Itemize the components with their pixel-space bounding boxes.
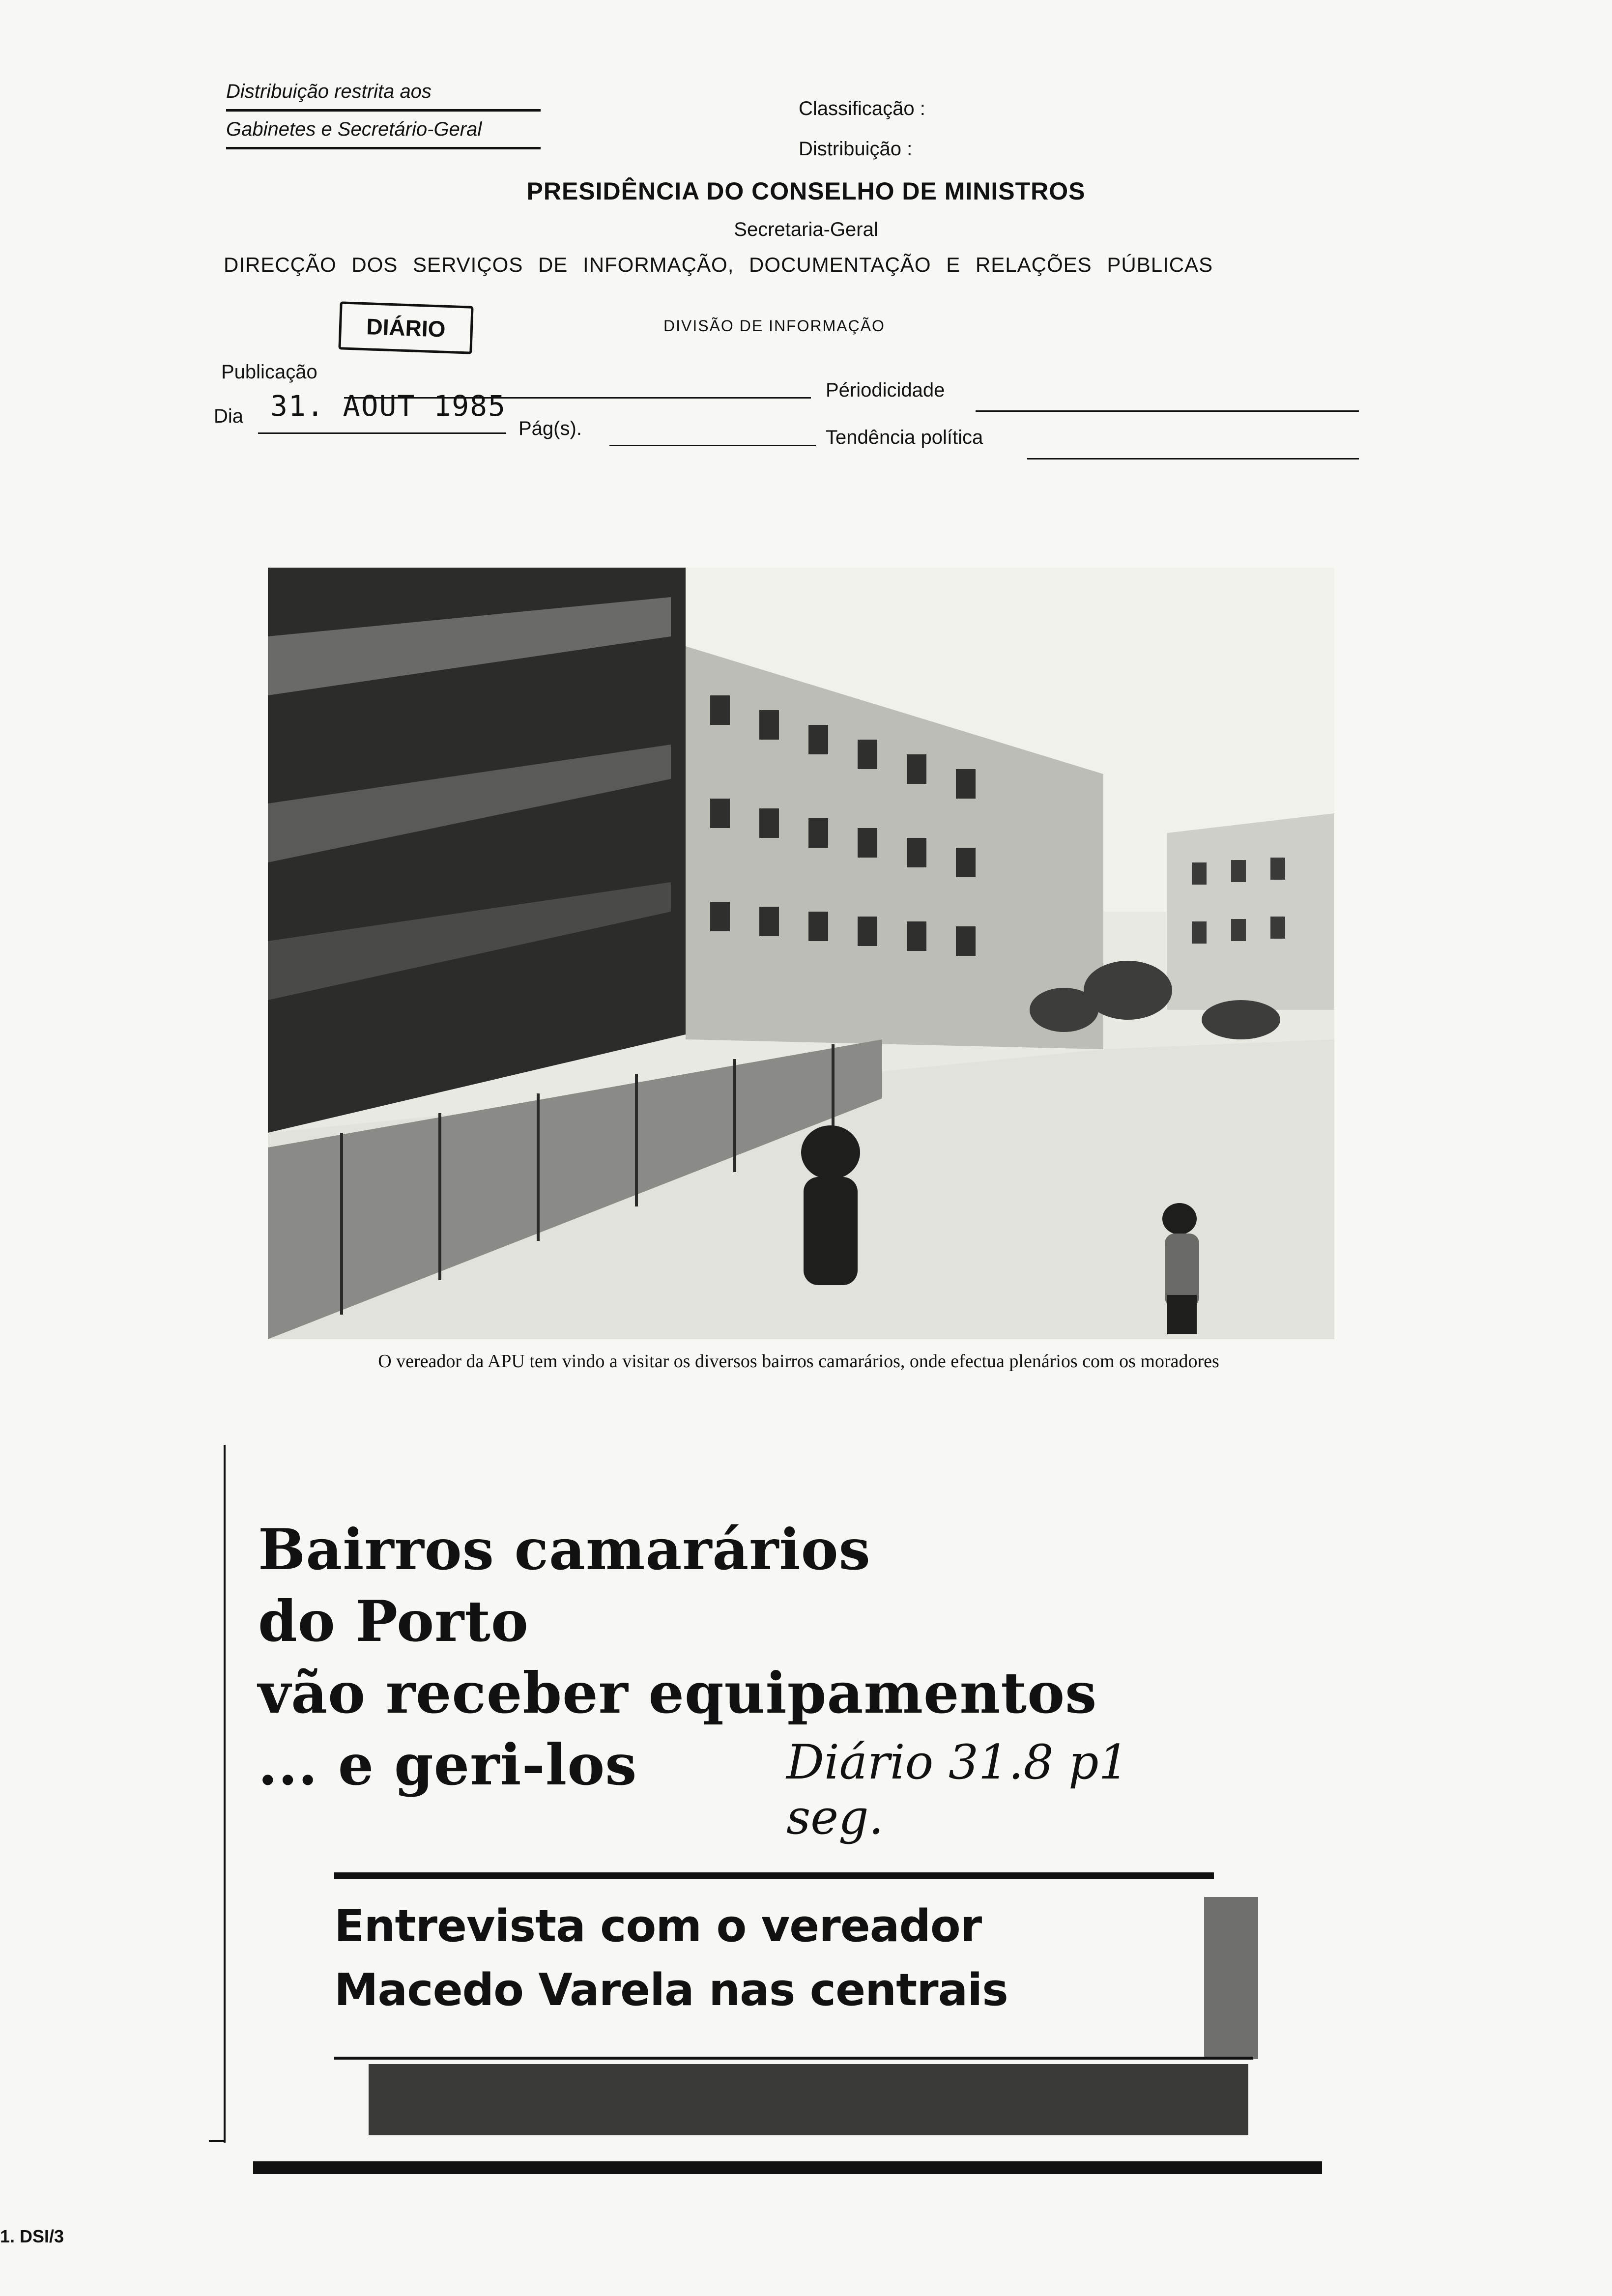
pags-label: Pág(s). bbox=[518, 418, 582, 439]
periodicidade-field-line bbox=[976, 410, 1359, 412]
dia-label: Dia bbox=[214, 405, 244, 427]
division-title: DIVISÃO DE INFORMAÇÃO bbox=[663, 317, 885, 335]
clipping-left-border bbox=[224, 1445, 226, 2143]
headline-line-2: do Porto bbox=[258, 1588, 529, 1654]
publicacao-label: Publicação bbox=[221, 361, 317, 383]
headline-line-4: ... e geri-los bbox=[258, 1732, 637, 1798]
subhead-bottom-shadow bbox=[369, 2064, 1248, 2135]
subhead-line-1: Entrevista com o vereador bbox=[334, 1900, 982, 1952]
subhead-line-2: Macedo Varela nas centrais bbox=[334, 1964, 1008, 2016]
directorate-title: DIRECÇÃO DOS SERVIÇOS DE INFORMAÇÃO, DOCUMENTAÇÃO E RELAÇÕES PÚBLICAS bbox=[224, 253, 1213, 276]
subhead-bottom-rule bbox=[334, 2057, 1253, 2060]
ministry-title: PRESIDÊNCIA DO CONSELHO DE MINISTROS bbox=[526, 177, 1086, 205]
handwritten-annotation: Diário 31.8 p1 seg. bbox=[786, 1735, 1129, 1845]
clipping-corner-mark bbox=[209, 2140, 226, 2142]
photo-illustration bbox=[268, 568, 1334, 1339]
diario-stamp: DIÁRIO bbox=[338, 301, 473, 354]
page-bottom-rule bbox=[253, 2161, 1322, 2174]
subhead-right-shadow bbox=[1204, 1897, 1258, 2059]
headline-line-1: Bairros camarários bbox=[258, 1517, 871, 1582]
photo-caption: O vereador da APU tem vindo a visitar os diversos bairros camarários, onde efectua plenários com os moradores bbox=[378, 1351, 1219, 1372]
classificacao-label: Classificação : bbox=[799, 98, 925, 119]
dia-field-line bbox=[258, 432, 506, 434]
classification-block bbox=[799, 88, 925, 169]
interview-subhead bbox=[334, 1894, 1219, 2022]
restricted-distribution-note bbox=[226, 74, 550, 149]
form-code: 1. DSI/3 bbox=[0, 2226, 64, 2246]
restricted-line-1: Distribuição restrita aos bbox=[226, 74, 541, 112]
subhead-top-rule bbox=[334, 1872, 1214, 1879]
pags-field-line bbox=[609, 445, 816, 446]
tendencia-field-line bbox=[1027, 458, 1359, 459]
tendencia-label: Tendência política bbox=[826, 427, 983, 448]
dia-date-stamp: 31. AOUT 1985 bbox=[270, 389, 506, 423]
restricted-line-2: Gabinetes e Secretário-Geral bbox=[226, 112, 541, 149]
headline-line-3: vão receber equipamentos bbox=[258, 1660, 1097, 1726]
distribuicao-label: Distribuição : bbox=[799, 138, 913, 160]
secretariat-title: Secretaria-Geral bbox=[734, 219, 878, 240]
periodicidade-label: Périodicidade bbox=[826, 379, 945, 401]
news-photograph bbox=[268, 568, 1334, 1339]
